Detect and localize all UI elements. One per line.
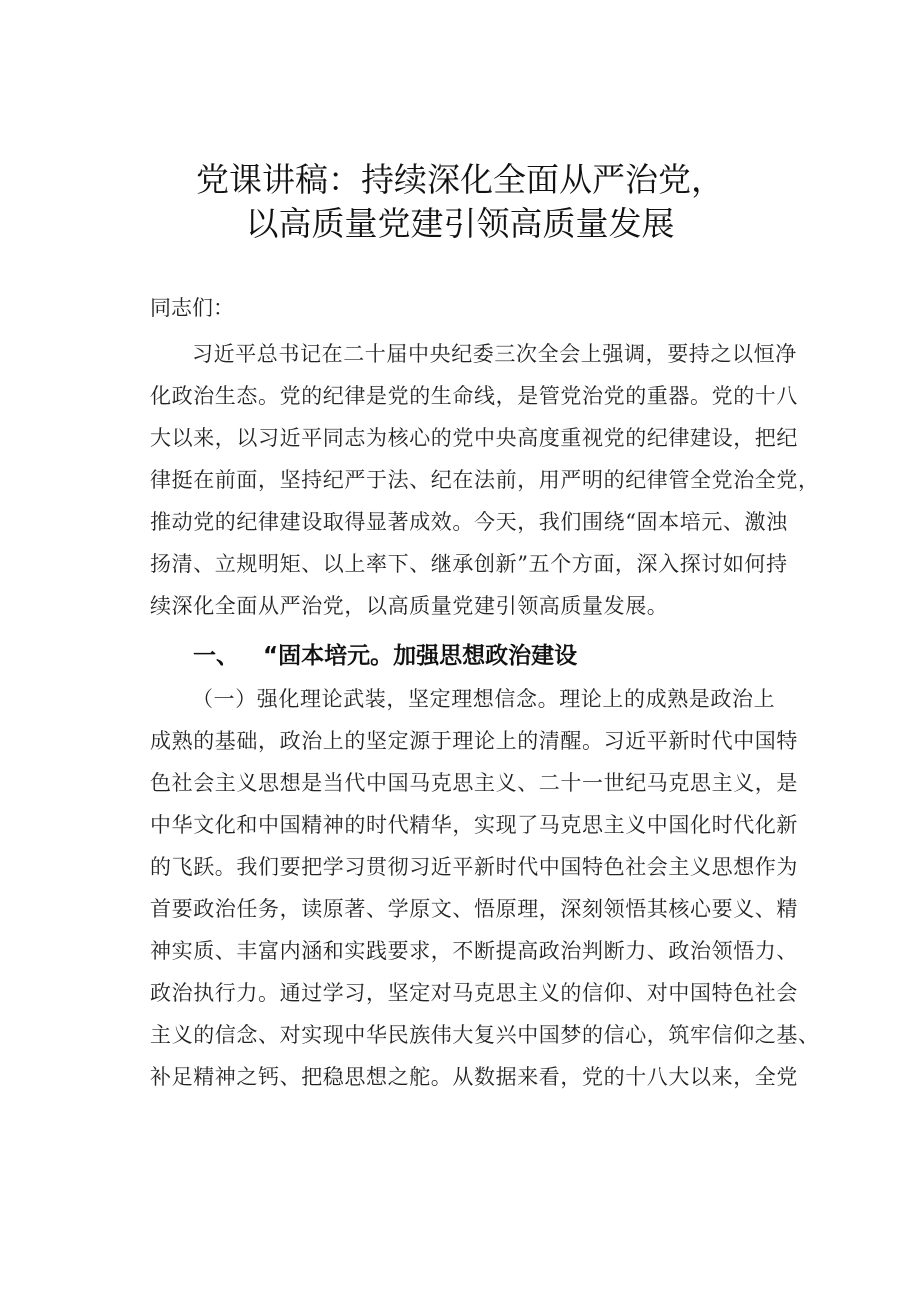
intro-paragraph-line: 习近平总书记在二十届中央纪委三次全会上强调，要持之以恒净 — [192, 342, 797, 366]
subsection-paragraph-line: 主义的信念、对实现中华民族伟大复兴中国梦的信心，筑牢信仰之基、 — [150, 1023, 820, 1047]
subsection-paragraph-line: （一）强化理论武装，坚定理想信念。理论上的成熟是政治上 — [192, 687, 776, 711]
subsection-paragraph-line: 神实质、丰富内涵和实践要求，不断提高政治判断力、政治领悟力、 — [150, 939, 798, 963]
intro-paragraph-line: 律挺在前面，坚持纪严于法、纪在法前，用严明的纪律管全党治全党， — [150, 468, 820, 492]
subsection-paragraph-line: 政治执行力。通过学习，坚定对马克思主义的信仰、对中国特色社会 — [150, 981, 798, 1005]
section-title: “固本培元。加强思想政治建设 — [263, 643, 578, 669]
section-number: 一、 — [193, 643, 239, 669]
intro-paragraph-line: 化政治生态。党的纪律是党的生命线，是管党治党的重器。党的十八 — [150, 384, 798, 408]
intro-paragraph-line: 推动党的纪律建设取得显著成效。今天，我们围绕“固本培元、激浊 — [150, 510, 788, 534]
section-heading-1 — [193, 640, 577, 672]
subsection-paragraph-line: 成熟的基础，政治上的坚定源于理论上的清醒。习近平新时代中国特 — [150, 729, 798, 753]
subsection-paragraph-line: 中华文化和中国精神的时代精华，实现了马克思主义中国化时代化新 — [150, 813, 798, 837]
document-title-line-2: 以高质量党建引领高质量发展 — [245, 204, 675, 243]
salutation: 同志们： — [150, 296, 234, 320]
subsection-paragraph-line: 色社会主义思想是当代中国马克思主义、二十一世纪马克思主义，是 — [150, 771, 798, 795]
intro-paragraph-line: 大以来，以习近平同志为核心的党中央高度重视党的纪律建设，把纪 — [150, 426, 798, 450]
subsection-paragraph-line: 补足精神之钙、把稳思想之舵。从数据来看，党的十八大以来，全党 — [150, 1065, 798, 1089]
intro-paragraph-line: 续深化全面从严治党，以高质量党建引领高质量发展。 — [150, 594, 669, 618]
intro-paragraph-line: 扬清、立规明矩、以上率下、继承创新”五个方面，深入探讨如何持 — [150, 552, 788, 576]
document-title-line-1: 党课讲稿：持续深化全面从严治党， — [196, 160, 724, 199]
subsection-paragraph-line: 的飞跃。我们要把学习贯彻习近平新时代中国特色社会主义思想作为 — [150, 855, 798, 879]
subsection-paragraph-line: 首要政治任务，读原著、学原文、悟原理，深刻领悟其核心要义、精 — [150, 897, 798, 921]
